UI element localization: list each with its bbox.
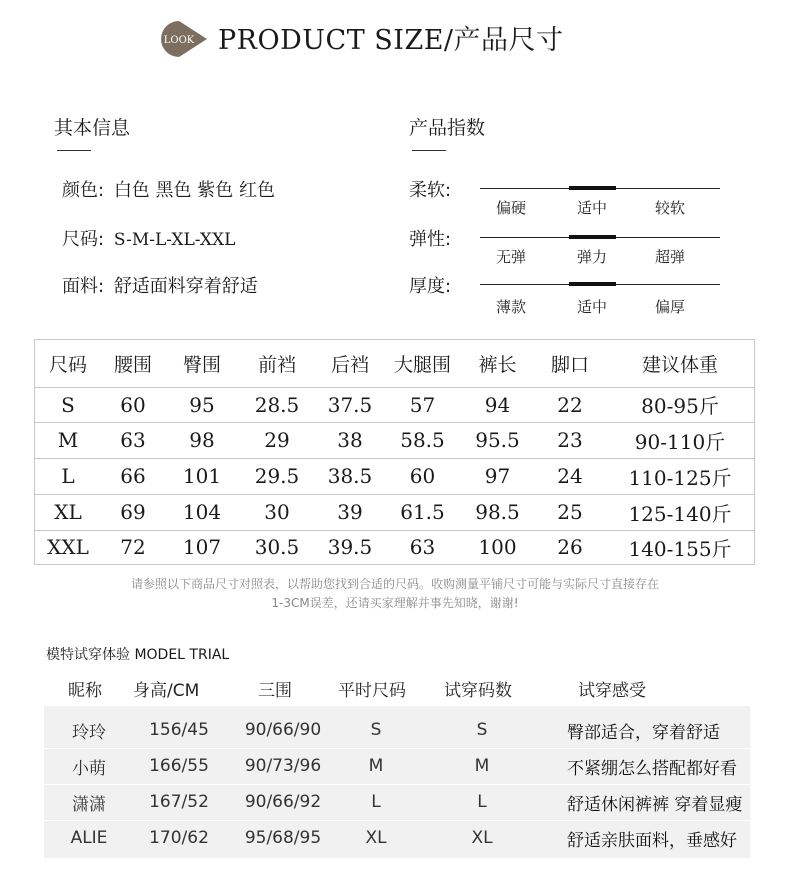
trial-cell: S xyxy=(370,720,382,740)
look-badge-icon xyxy=(160,20,208,58)
size-header-cell: 尺码 xyxy=(48,354,87,376)
size-table xyxy=(34,339,755,565)
trial-header-cell: 三围 xyxy=(258,681,292,701)
basic-info-underline xyxy=(57,150,91,151)
softness-option-medium: 适中 xyxy=(577,199,608,217)
size-cell: 72 xyxy=(120,535,146,559)
size-header-cell: 腰围 xyxy=(113,354,152,376)
size-cell: 95 xyxy=(189,392,215,417)
size-cell: 63 xyxy=(120,428,146,452)
size-cell: 39.5 xyxy=(327,535,373,559)
size-cell: 94 xyxy=(484,392,511,417)
fabric-row xyxy=(62,272,258,298)
size-cell: 38 xyxy=(337,428,363,452)
page-title: PRODUCT SIZE/产品尺寸 xyxy=(218,25,564,56)
size-header-cell: 臀围 xyxy=(182,354,221,376)
size-cell: 28.5 xyxy=(254,392,300,417)
size-cell: 69 xyxy=(120,500,146,524)
trial-cell: 156/45 xyxy=(149,720,209,740)
size-table-row xyxy=(35,387,754,423)
size-table-row xyxy=(35,422,754,459)
size-cell: 61.5 xyxy=(400,500,445,524)
size-cell: 98.5 xyxy=(475,500,520,524)
thickness-option-thick: 偏厚 xyxy=(655,298,686,316)
fabric-label: 面料: xyxy=(62,276,105,297)
trial-header-cell: 身高/CM xyxy=(133,681,200,701)
elasticity-label: 弹性: xyxy=(409,229,452,250)
trial-cell: 95/68/95 xyxy=(244,828,322,848)
color-label: 颜色: xyxy=(62,180,105,201)
trial-row xyxy=(44,820,750,856)
trial-cell: L xyxy=(371,792,381,812)
trial-cell: M xyxy=(368,756,384,776)
size-table-row xyxy=(35,494,754,531)
model-trial-title: 模特试穿体验 MODEL TRIAL xyxy=(46,647,230,663)
size-cell: 22 xyxy=(557,392,583,417)
size-cell: 58.5 xyxy=(400,428,445,452)
size-cell: 95.5 xyxy=(475,428,520,452)
trial-header-cell: 昵称 xyxy=(68,681,102,701)
elasticity-option-stretch: 弹力 xyxy=(577,248,608,266)
softness-scale-marker xyxy=(569,186,616,190)
size-table-row xyxy=(35,458,754,495)
trial-cell: M xyxy=(474,756,490,776)
trial-cell: 90/66/92 xyxy=(244,792,322,812)
size-header-cell: 后裆 xyxy=(330,354,369,376)
trial-cell: 90/66/90 xyxy=(244,720,322,740)
trial-cell: 90/73/96 xyxy=(244,756,322,776)
size-cell: 101 xyxy=(182,464,222,488)
size-cell: XXL xyxy=(47,535,89,559)
trial-cell: 潇潇 xyxy=(72,794,106,815)
size-cell: 107 xyxy=(182,535,222,559)
trial-cell: 167/52 xyxy=(149,792,209,812)
size-cell: 60 xyxy=(120,392,146,417)
size-header-cell: 脚口 xyxy=(550,354,589,376)
size-cell: M xyxy=(57,428,79,452)
size-header-cell: 大腿围 xyxy=(393,354,451,376)
trial-cell: L xyxy=(477,792,487,812)
size-header-cell: 裤长 xyxy=(478,354,517,376)
trial-cell: 舒适休闲裤裤 穿着显瘦 xyxy=(567,794,743,815)
trial-cell: XL xyxy=(471,828,493,848)
size-cell: 23 xyxy=(557,428,583,452)
size-cell: 104 xyxy=(182,500,222,524)
trial-cell: S xyxy=(476,720,488,740)
size-cell: 29 xyxy=(264,428,290,452)
fabric-value: 舒适面料穿着舒适 xyxy=(113,276,258,297)
trial-cell: 玲玲 xyxy=(72,722,106,743)
size-label: 尺码: xyxy=(62,229,105,250)
size-cell: 90-110斤 xyxy=(634,429,726,454)
size-cell: 110-125斤 xyxy=(628,465,732,490)
size-note-line-1: 请参照以下商品尺寸对照表，以帮助您找到合适的尺码。收购测量平铺尺寸可能与实际尺寸直接存在 xyxy=(130,577,659,591)
product-index-underline xyxy=(412,150,446,151)
trial-row xyxy=(44,748,750,785)
basic-info-title: 其本信息 xyxy=(54,117,131,139)
elasticity-scale-marker xyxy=(569,235,616,239)
size-header-cell: 建议体重 xyxy=(641,354,718,376)
size-cell: 39 xyxy=(337,500,363,524)
elasticity-option-super: 超弹 xyxy=(655,248,686,266)
size-cell: 30.5 xyxy=(254,535,300,559)
trial-header-cell: 试穿感受 xyxy=(578,681,646,701)
elasticity-option-none: 无弹 xyxy=(496,248,527,266)
softness-option-hard: 偏硬 xyxy=(496,199,527,217)
size-value: S-M-L-XL-XXL xyxy=(113,230,236,250)
size-cell: XL xyxy=(54,500,82,524)
size-cell: 97 xyxy=(484,464,511,488)
trial-cell: 臀部适合，穿着舒适 xyxy=(567,722,720,743)
size-cell: 98 xyxy=(189,428,215,452)
thickness-option-medium: 适中 xyxy=(577,298,608,316)
size-cell: 26 xyxy=(557,535,583,559)
size-cell: S xyxy=(61,392,75,417)
size-cell: 24 xyxy=(557,464,583,488)
size-table-header xyxy=(35,340,754,388)
size-cell: 80-95斤 xyxy=(641,394,719,418)
size-cell: 25 xyxy=(557,500,583,524)
size-cell: 66 xyxy=(120,464,146,488)
product-index-title: 产品指数 xyxy=(409,117,486,139)
size-cell: 30 xyxy=(264,500,290,524)
trial-cell: 170/62 xyxy=(149,828,209,848)
look-badge-text: LOOK xyxy=(163,35,195,46)
size-header-cell: 前裆 xyxy=(257,354,296,376)
size-table-row xyxy=(35,530,754,564)
size-cell: 38.5 xyxy=(327,464,373,488)
size-cell: 100 xyxy=(478,535,517,559)
size-cell: 29.5 xyxy=(254,464,300,488)
softness-label: 柔软: xyxy=(409,180,452,201)
size-cell: 125-140斤 xyxy=(628,501,732,526)
size-cell: L xyxy=(61,464,75,488)
thickness-label: 厚度: xyxy=(409,276,452,297)
size-cell: 63 xyxy=(409,535,436,559)
thickness-scale-marker xyxy=(569,282,616,286)
trial-cell: 166/55 xyxy=(149,756,209,776)
softness-option-soft: 较软 xyxy=(655,199,686,217)
size-cell: 60 xyxy=(409,464,436,488)
size-cell: 57 xyxy=(409,392,436,417)
trial-row xyxy=(44,712,750,749)
color-row xyxy=(62,176,275,202)
trial-header-cell: 平时尺码 xyxy=(338,681,406,701)
thickness-option-thin: 薄款 xyxy=(496,298,527,316)
size-cell: 37.5 xyxy=(327,392,373,417)
trial-cell: ALIE xyxy=(70,828,108,848)
trial-cell: 小萌 xyxy=(72,758,106,779)
trial-header-cell: 试穿码数 xyxy=(444,681,512,701)
size-note-line-2: 1-3CM误差，还请买家理解并事先知晓，谢谢! xyxy=(271,596,519,610)
trial-cell: 不紧绷怎么搭配都好看 xyxy=(567,758,737,779)
trial-cell: 舒适亲肤面料，垂感好 xyxy=(567,830,737,851)
trial-row xyxy=(44,784,750,821)
size-cell: 140-155斤 xyxy=(628,536,732,561)
color-value: 白色 黑色 紫色 红色 xyxy=(113,180,275,201)
trial-cell: XL xyxy=(365,828,387,848)
size-row xyxy=(62,225,235,251)
